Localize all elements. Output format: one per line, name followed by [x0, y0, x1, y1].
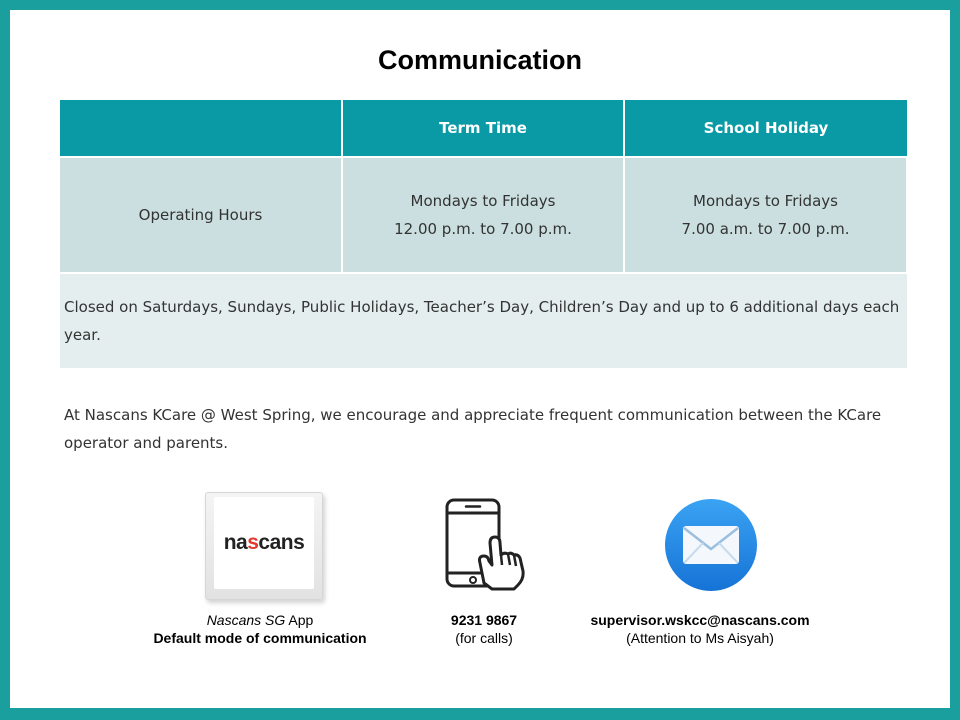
smartphone-tap-icon[interactable]: [440, 497, 530, 592]
nascans-logo: [224, 531, 305, 555]
term-days: Mondays to Fridays: [410, 192, 556, 210]
app-name: [130, 611, 390, 629]
operating-hours-table: [60, 100, 908, 368]
holiday-days: Mondays to Fridays: [693, 192, 838, 210]
holiday-hours: [624, 157, 907, 273]
logo-text-accent: s: [247, 531, 259, 554]
table-header-row: [60, 100, 907, 157]
email-caption: [560, 611, 840, 647]
envelope-icon[interactable]: [663, 497, 759, 593]
logo-text-post: cans: [258, 531, 305, 554]
closure-note: Closed on Saturdays, Sundays, Public Holidays, Teacher’s Day, Children’s Day and up to 6 additional days each year.: [60, 273, 907, 368]
header-school-holiday: School Holiday: [624, 100, 907, 157]
nascans-app-icon[interactable]: [205, 492, 323, 600]
intro-paragraph: At Nascans KCare @ West Spring, we encourage and appreciate frequent communication between the KCare operator and parents.: [64, 406, 882, 452]
logo-text-pre: na: [223, 531, 248, 554]
app-name-suffix: App: [285, 612, 314, 628]
header-empty: [60, 100, 342, 157]
app-subtitle: Default mode of communication: [153, 630, 367, 646]
app-name-italic: Nascans SG: [206, 612, 286, 628]
term-time-hours: [342, 157, 624, 273]
email-subtitle: (Attention to Ms Aisyah): [626, 630, 774, 646]
app-caption: [130, 611, 390, 647]
app-logo-tile: [214, 497, 314, 589]
phone-subtitle: (for calls): [455, 630, 513, 646]
email-address[interactable]: supervisor.wskcc@nascans.com: [590, 612, 810, 628]
holiday-times: 7.00 a.m. to 7.00 p.m.: [681, 220, 850, 238]
table-note-row: [60, 273, 907, 368]
row-label-operating-hours: Operating Hours: [60, 157, 342, 273]
phone-caption: [414, 611, 554, 647]
header-term-time: Term Time: [342, 100, 624, 157]
page-title: Communication: [377, 45, 582, 75]
term-times: 12.00 p.m. to 7.00 p.m.: [394, 220, 572, 238]
table-row: [60, 157, 907, 273]
phone-number[interactable]: 9231 9867: [450, 612, 518, 628]
